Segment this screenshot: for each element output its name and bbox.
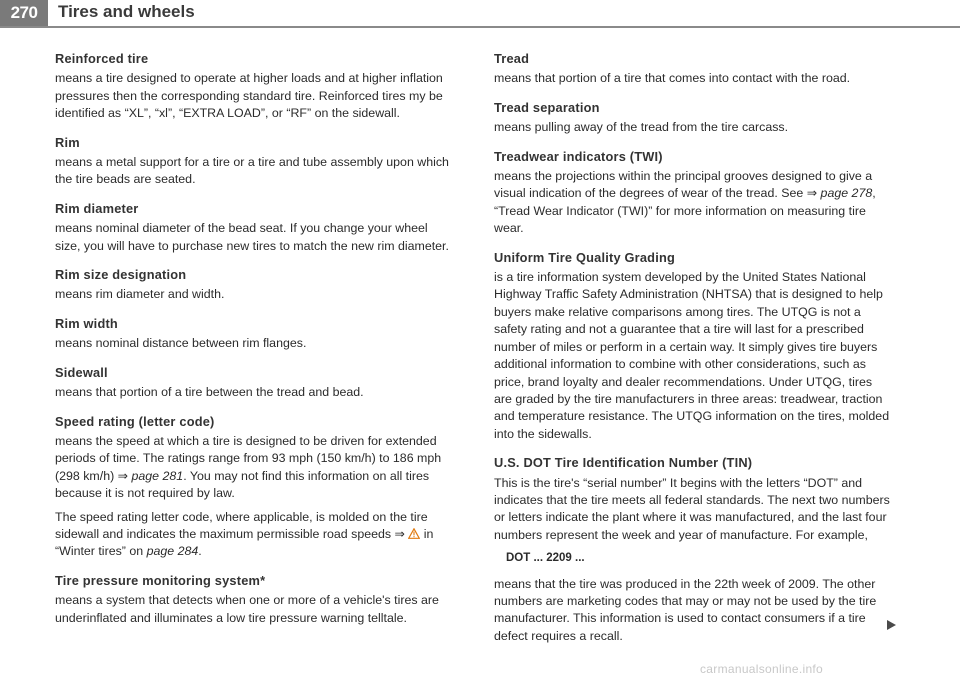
term-definition: The speed rating letter code, where applicable, is molded on the tire sidewall and indicates the maximum permissible road speeds ⇒ in “Winter tires” on page 284. <box>55 509 434 559</box>
term-heading: Tire pressure monitoring system* <box>55 572 266 588</box>
watermark: carmanualsonline.info <box>700 662 824 676</box>
term-heading: Rim diameter <box>55 200 139 216</box>
warning-triangle-icon <box>408 528 420 539</box>
page-link[interactable]: page 281 <box>131 468 184 483</box>
term-heading: Tread <box>494 51 530 66</box>
entry-speed-rating <box>55 413 455 561</box>
term-definition: means rim diameter and width. <box>55 287 225 302</box>
entry-treadwear-indicators <box>494 148 890 238</box>
dot-example: DOT ... 2209 ... <box>506 552 585 565</box>
entry-reinforced-tire <box>55 50 455 123</box>
entry-tread <box>494 50 890 88</box>
term-definition: This is the tire's “serial number” It begins with the letters “DOT” and indicates that the tire meets all federal standards. The next two numbers or letters indicate the plant where it was manufactured, and the last four numbers represent the week and year of manufacture. For example, <box>494 475 890 542</box>
term-definition: is a tire information system developed by the United States National Highway Traffic Safety Administration (NHTSA) that is designed to help buyers make relative comparisons among tires. The UTQG is not a safety rating and not a guarantee that a tire will last for a prescribed number of miles or perform in a certain way. It simply gives tire buyers additional information to combine with other considerations, such as price, brand loyalty and dealer recommendations. Under UTQG, tires are graded by the tire manufacturers in three areas: treadwear, traction and temperature resistance. The UTQG information on the tires, molded into the sidewalls. <box>494 270 890 441</box>
term-definition: means that the tire was produced in the 22th week of 2009. The other numbers are marketing codes that may or may not be used by the tire manufacturer. This information is used to contact consumers if a tire defect requires a recall. <box>494 576 877 643</box>
term-heading: Tread separation <box>494 99 600 115</box>
arrow-right-icon: ⇒ <box>394 526 409 541</box>
term-definition: means a metal support for a tire or a tire and tube assembly upon which the tire beads are seated. <box>55 155 449 187</box>
page-link[interactable]: page 278 <box>820 186 873 201</box>
term-heading: Speed rating (letter code) <box>55 413 215 429</box>
entry-dot-tin <box>494 454 890 645</box>
entry-rim-diameter <box>55 200 455 255</box>
term-definition: means nominal distance between rim flanges. <box>55 336 307 351</box>
entry-tread-separation <box>494 99 890 137</box>
header-rule <box>0 26 960 28</box>
term-heading: Uniform Tire Quality Grading <box>494 249 675 265</box>
continue-arrow-icon <box>885 619 897 631</box>
term-heading: Reinforced tire <box>55 51 149 66</box>
page-link[interactable]: page 284 <box>146 544 199 559</box>
term-heading: Rim width <box>55 315 118 331</box>
chapter-title: Tires and wheels <box>58 2 195 21</box>
term-heading: Sidewall <box>55 364 108 380</box>
left-column <box>55 50 455 638</box>
arrow-right-icon: ⇒ <box>117 468 132 483</box>
term-definition: means the projections within the principal grooves designed to give a visual indication of the degrees of wear of the tread. See ⇒ page 278, “Tread Wear Indicator (TWI)” for more information on measuring tire wear. <box>494 169 876 236</box>
page-header <box>0 0 960 30</box>
term-definition: means a tire designed to operate at higher loads and at higher inflation pressures then the corresponding standard tire. Reinforced tires my be identified as “XL”, “xl”, “EXTRA LOAD”, or “RF” on the sidewall. <box>55 71 443 121</box>
term-definition: means pulling away of the tread from the tire carcass. <box>494 120 789 135</box>
entry-tpms <box>55 572 455 627</box>
term-definition: means that portion of a tire between the tread and bead. <box>55 385 364 400</box>
arrow-right-icon: ⇒ <box>806 186 821 201</box>
entry-rim-size-designation <box>55 266 455 304</box>
term-definition: means a system that detects when one or more of a vehicle's tires are underinflated and illuminates a low tire pressure warning telltale. <box>55 593 439 625</box>
term-definition: means nominal diameter of the bead seat. If you change your wheel size, you will have to purchase new tires to match the new rim diameter. <box>55 221 449 253</box>
entry-utqg <box>494 249 890 443</box>
term-definition: means the speed at which a tire is designed to be driven for extended periods of time. The ratings range from 93 mph (150 km/h) to 186 mph (298 km/h) ⇒ page 281. You may not find this information on all tires because it is not required by law. <box>55 433 442 501</box>
term-heading: Rim <box>55 134 80 150</box>
term-heading: U.S. DOT Tire Identification Number (TIN) <box>494 455 753 471</box>
entry-sidewall <box>55 364 455 402</box>
term-heading: Treadwear indicators (TWI) <box>494 148 663 164</box>
term-definition: means that portion of a tire that comes into contact with the road. <box>494 71 851 86</box>
page-number: 270 <box>0 0 48 26</box>
entry-rim <box>55 134 455 189</box>
entry-rim-width <box>55 315 455 353</box>
term-heading: Rim size designation <box>55 267 187 283</box>
right-column <box>494 50 890 656</box>
